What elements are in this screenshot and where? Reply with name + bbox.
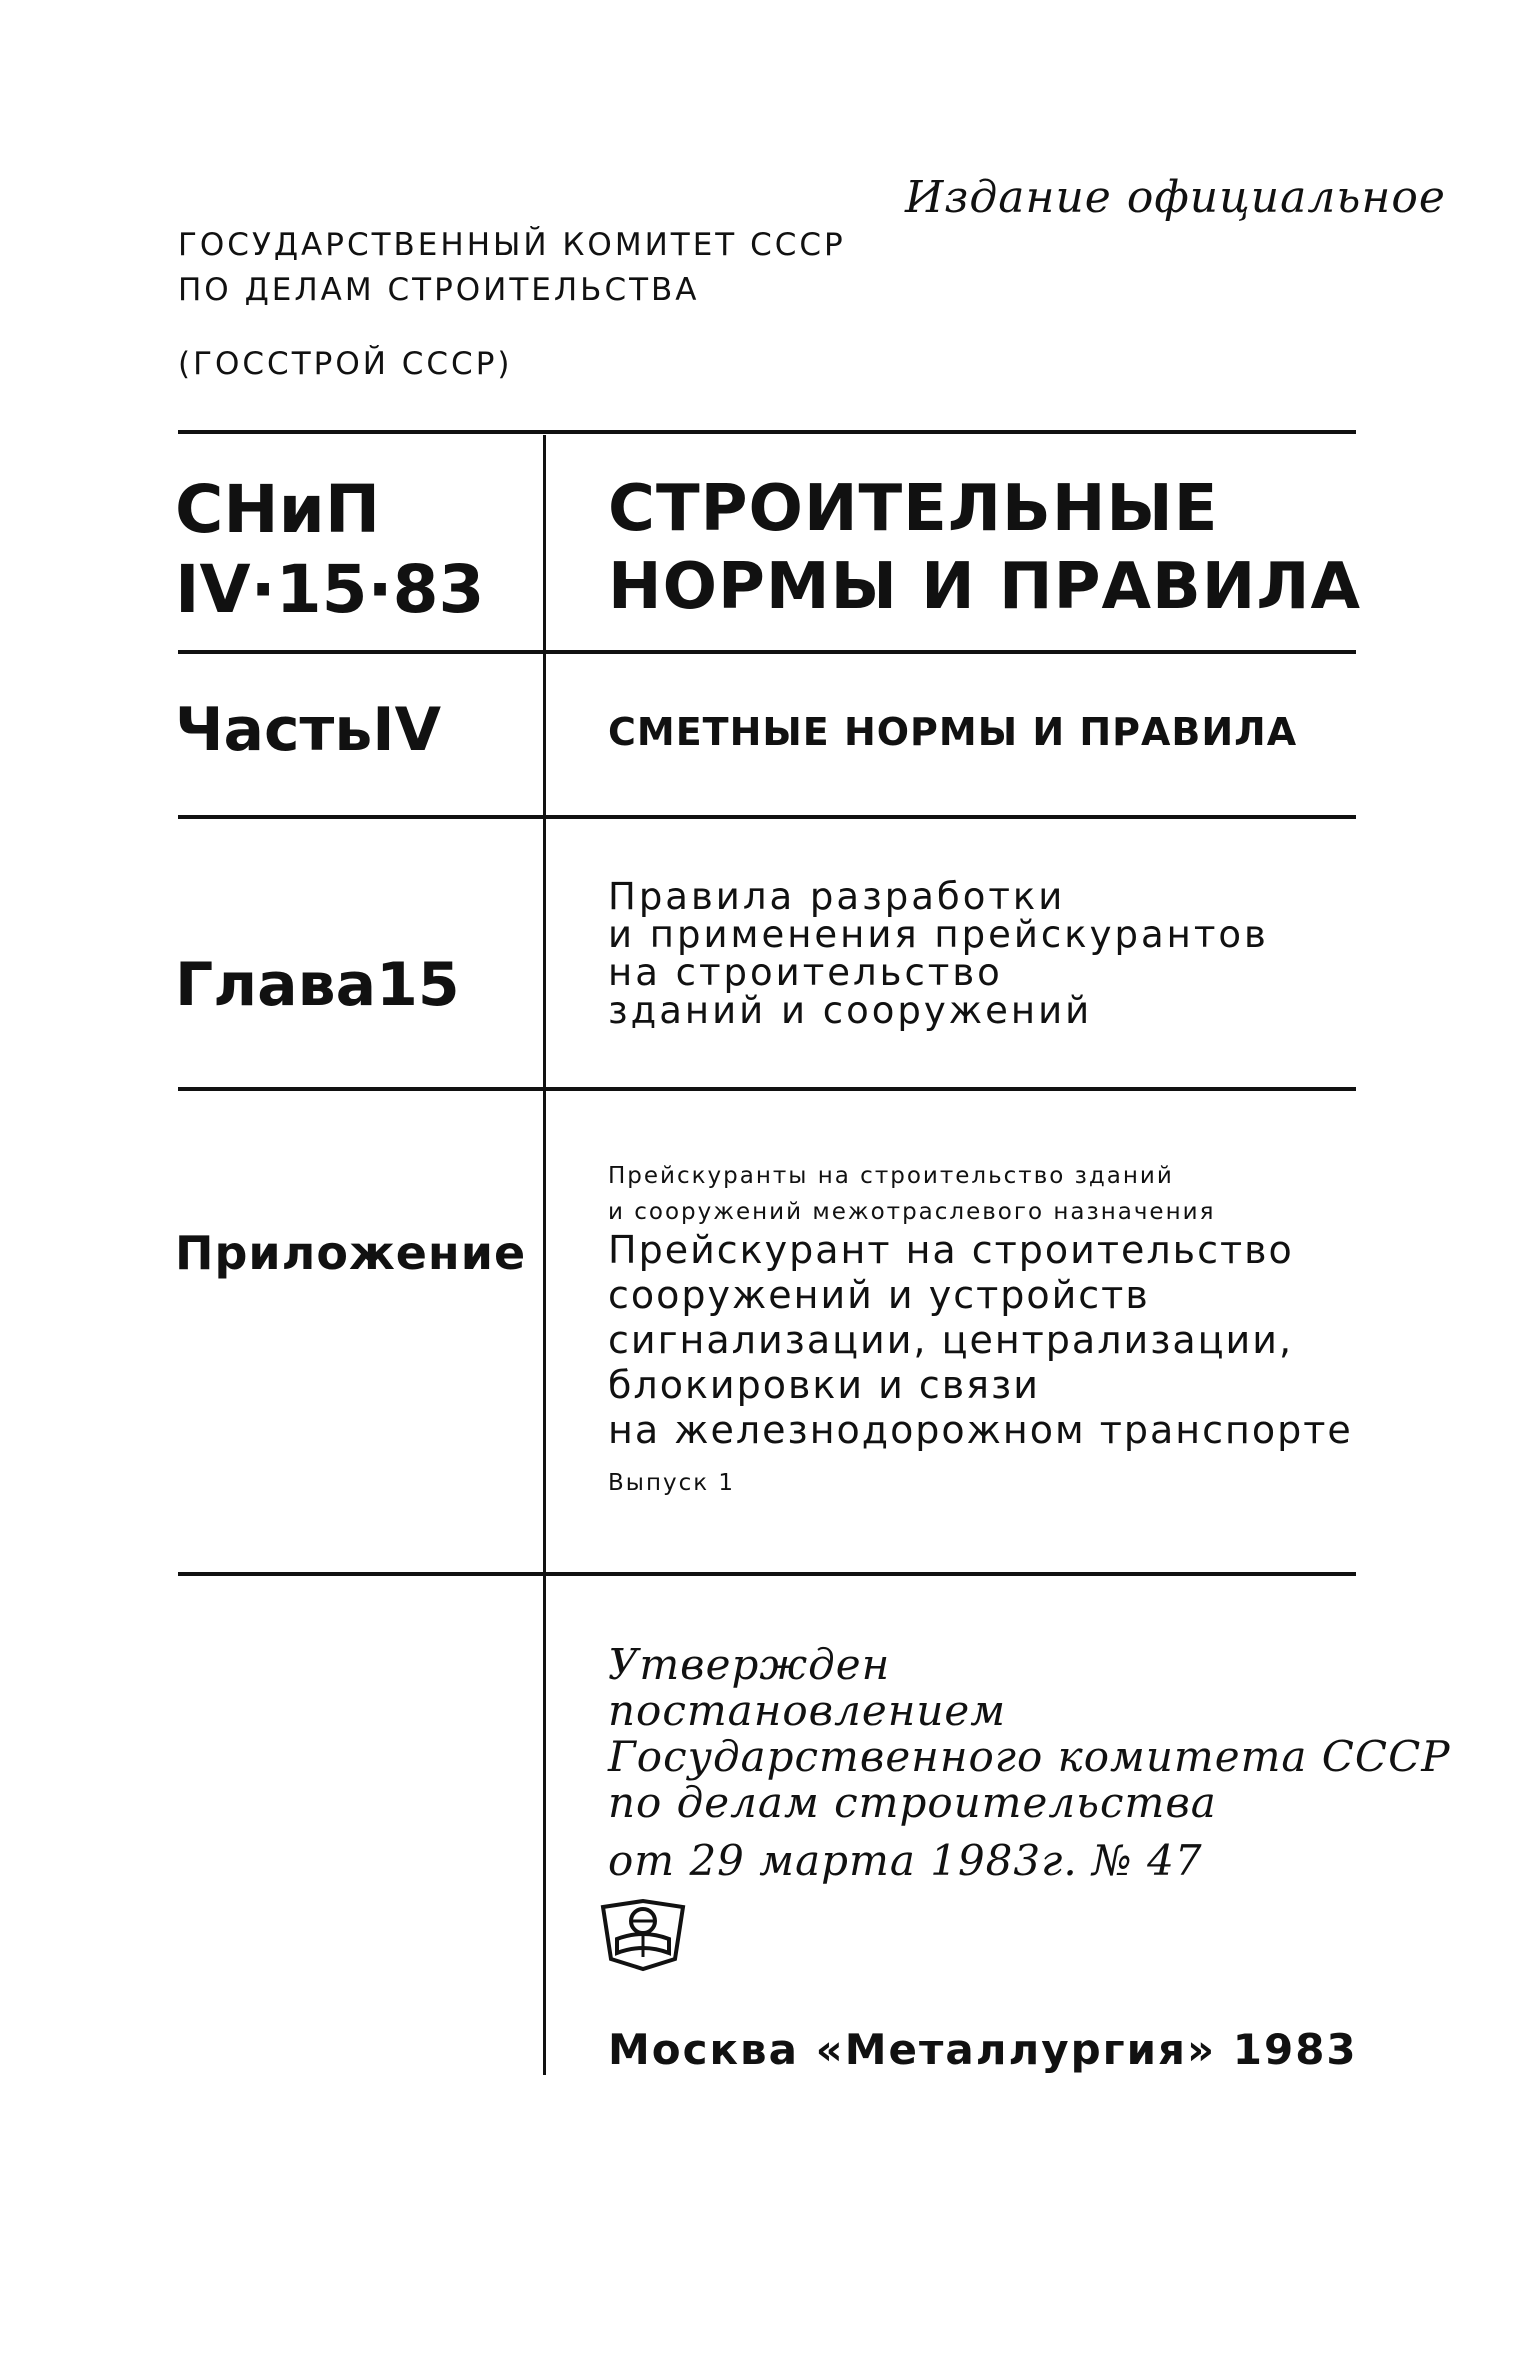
- divider-1: [178, 650, 1356, 654]
- appendix-title: [608, 1228, 1353, 1453]
- part-label: ЧастьIV: [175, 695, 442, 765]
- approval-line: Утвержден: [608, 1640, 891, 1689]
- snip-code-line-1: СНиП: [175, 471, 381, 548]
- column-divider: [543, 435, 546, 2075]
- publisher-logo-icon: [597, 1895, 689, 1975]
- appendix-title-line: сигнализации, централизации,: [608, 1318, 1294, 1362]
- appendix-subtitle-line: Прейскуранты на строительство зданий: [608, 1163, 1174, 1189]
- appendix-title-line: сооружений и устройств: [608, 1273, 1150, 1317]
- org-line-2: ПО ДЕЛАМ СТРОИТЕЛЬСТВА: [178, 272, 700, 308]
- chapter-title-line: Правила разработки: [608, 875, 1066, 918]
- approval-block: [608, 1642, 1450, 1884]
- divider-4: [178, 1572, 1356, 1576]
- appendix-title-line: блокировки и связи: [608, 1363, 1040, 1407]
- issue-number: Выпуск 1: [608, 1470, 736, 1496]
- appendix-title-line: Прейскурант на строительство: [608, 1228, 1294, 1272]
- divider-2: [178, 815, 1356, 819]
- chapter-title-line: зданий и сооружений: [608, 989, 1093, 1032]
- org-line-1: ГОСУДАРСТВЕННЫЙ КОМИТЕТ СССР: [178, 227, 846, 263]
- approval-line: Государственного комитета СССР: [608, 1732, 1451, 1781]
- appendix-title-line: на железнодорожном транспорте: [608, 1408, 1353, 1452]
- approval-line: от 29 марта 1983г. № 47: [608, 1836, 1203, 1885]
- chapter-title-line: на строительство: [608, 951, 1003, 994]
- approval-line: по делам строительства: [608, 1778, 1217, 1827]
- org-abbreviation: (ГОССТРОЙ СССР): [178, 346, 513, 382]
- document-title-line-2: НОРМЫ И ПРАВИЛА: [608, 550, 1362, 624]
- appendix-subtitle: [608, 1158, 1215, 1230]
- appendix-label: Приложение: [175, 1226, 527, 1280]
- official-edition-label: Издание официальное: [905, 172, 1446, 223]
- snip-code: [175, 470, 484, 630]
- appendix-subtitle-line: и сооружений межотраслевого назначения: [608, 1199, 1216, 1225]
- chapter-title-line: и применения прейскурантов: [608, 913, 1269, 956]
- divider-3: [178, 1087, 1356, 1091]
- divider-top: [178, 430, 1356, 434]
- document-title: [608, 470, 1361, 626]
- publisher-logo-svg: [597, 1895, 689, 1975]
- publisher-imprint: Москва «Металлургия» 1983: [608, 2025, 1358, 2074]
- document-title-line-1: СТРОИТЕЛЬНЫЕ: [608, 472, 1219, 546]
- approval-line: постановлением: [608, 1686, 1007, 1735]
- chapter-title: [608, 875, 1269, 1032]
- chapter-label: Глава15: [175, 950, 460, 1020]
- snip-code-line-2: IV·15·83: [175, 551, 485, 628]
- part-title: СМЕТНЫЕ НОРМЫ И ПРАВИЛА: [608, 710, 1298, 754]
